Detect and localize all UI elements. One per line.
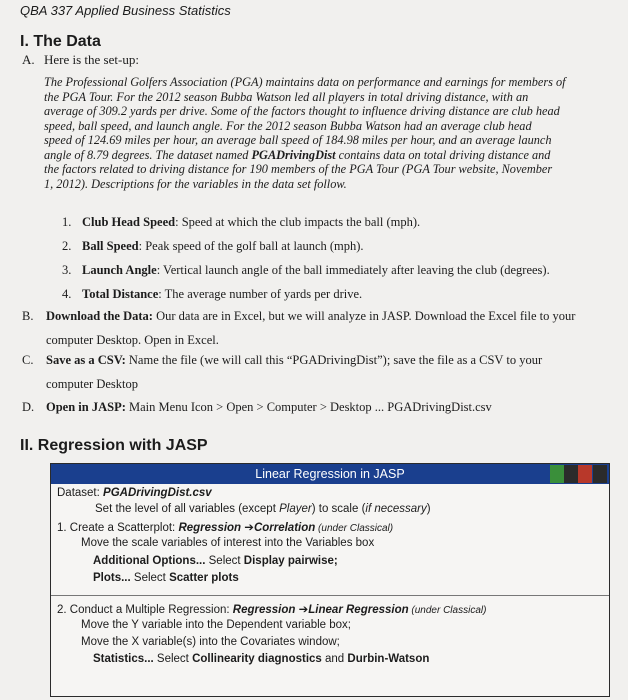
step2-sub2 — [81, 636, 340, 648]
variable-item — [62, 215, 420, 230]
item-b-continuation: computer Desktop. Open in Excel. — [46, 333, 219, 347]
intro-line: speed of 124.69 miles per hour, an average ball speed of 184.98 miles per hour, and an average launch — [44, 133, 552, 147]
step2-sub1-text: Move the Y variable into the Dependent variable box; — [81, 619, 352, 631]
jasp-box-title: Linear Regression in JASP — [255, 467, 405, 481]
item-d-heading: Open in JASP: — [46, 400, 126, 414]
step1-sub3-menu: Plots... — [93, 572, 131, 584]
set-level-line — [95, 503, 431, 515]
set-level-text: Set the level of all variables (except — [95, 503, 280, 515]
set-level-note: if necessary — [365, 503, 427, 515]
set-level-player: Player — [279, 503, 312, 515]
step2-line — [57, 602, 486, 616]
item-c-heading: Save as a CSV: — [46, 353, 126, 367]
step1-sub2-text: Select — [205, 555, 244, 567]
variable-number: 1. — [62, 215, 72, 229]
step1-sub1-text: Move the scale variables of interest into the Variables box — [81, 537, 375, 549]
step2-sub3-menu: Statistics... — [93, 653, 154, 665]
step2-sub3 — [93, 653, 429, 665]
dataset-name: PGADrivingDist — [251, 147, 336, 162]
section-title-data: I. The Data — [20, 33, 101, 50]
item-b-text: Our data are in Excel, but we will analyze in JASP. Download the Excel file to your — [152, 309, 576, 323]
variable-desc: : The average number of yards per drive. — [158, 287, 363, 301]
step1-sub3 — [93, 572, 239, 584]
step1-sub3-text: Select — [130, 572, 170, 584]
section-title-regression: II. Regression with JASP — [20, 437, 208, 454]
jasp-instructions-box — [50, 463, 610, 697]
variable-item — [62, 239, 364, 254]
item-a-label: A. — [22, 52, 35, 67]
step1-sub3-option: Scatter plots — [169, 572, 239, 584]
dataset-label: Dataset: — [57, 487, 104, 499]
step1-submenu: Correlation — [253, 522, 316, 534]
intro-line: The Professional Golfers Association (PGA) maintains data on performance and earnings for members of — [44, 75, 566, 89]
step2-note: (under Classical) — [408, 605, 487, 616]
item-a-text: Here is the set-up: — [44, 52, 139, 67]
item-d — [22, 395, 622, 419]
dark-square-icon — [564, 465, 578, 483]
step2-sub3-text: Select — [153, 653, 193, 665]
step1-sub2-menu: Additional Options... — [93, 555, 206, 567]
intro-line: average of 309.2 yards per drive. Some of the factors thought to influence driving distance are club head — [44, 104, 560, 118]
variable-desc: : Speed at which the club impacts the ball (mph). — [175, 215, 421, 229]
dataset-line — [57, 487, 212, 499]
item-c-label: C. — [22, 353, 34, 367]
arrow-right-icon: ➔ — [298, 604, 309, 616]
variable-number: 3. — [62, 263, 72, 277]
intro-line: the PGA Tour. For the 2012 season Bubba Watson led all players in total driving distance, with an — [44, 89, 529, 104]
red-square-icon — [578, 465, 592, 483]
item-c-text: Name the file (we will call this “PGADrivingDist”); save the file as a CSV to your — [125, 353, 543, 367]
variable-name: Club Head Speed — [82, 215, 176, 229]
variable-item — [62, 263, 550, 278]
intro-line: the factors related to driving distance for 190 members of the PGA Tour (PGA Tour website, November — [44, 162, 553, 176]
step1-prefix: 1. Create a Scatterplot: — [57, 522, 179, 534]
intro-line: contains data on total driving distance and — [335, 147, 551, 162]
step2-submenu: Linear Regression — [308, 604, 409, 616]
item-c-continuation: computer Desktop — [46, 377, 138, 391]
item-a — [22, 52, 139, 68]
green-square-icon — [550, 465, 564, 483]
variable-name: Total Distance — [82, 287, 159, 301]
step1-sub1 — [81, 537, 374, 549]
step2-sub3-text: and — [321, 653, 348, 665]
step2-prefix: 2. Conduct a Multiple Regression: — [57, 604, 233, 616]
dark-square-icon — [593, 465, 607, 483]
step1-note: (under Classical) — [315, 523, 394, 534]
step2-menu: Regression — [232, 604, 296, 616]
step2-sub1 — [81, 619, 351, 631]
intro-line: angle of 8.79 degrees. The dataset named — [44, 147, 252, 162]
intro-line: 1, 2012). Descriptions for the variables in the data set follow. — [44, 176, 347, 191]
jasp-box-header — [51, 464, 609, 484]
set-level-text: ) — [426, 503, 431, 515]
step1-line — [57, 520, 393, 534]
step1-menu: Regression — [178, 522, 242, 534]
step2-sub3-option: Collinearity diagnostics — [192, 653, 322, 665]
variable-name: Launch Angle — [82, 263, 157, 277]
dataset-filename: PGADrivingDist.csv — [103, 487, 212, 499]
step2-sub2-text: Move the X variable(s) into the Covariates window; — [81, 636, 340, 648]
arrow-right-icon: ➔ — [244, 522, 254, 534]
intro-paragraph — [44, 75, 616, 191]
box-divider — [51, 595, 609, 596]
item-b-label: B. — [22, 309, 34, 323]
variable-desc: : Vertical launch angle of the ball immediately after leaving the club (degrees). — [156, 263, 550, 277]
course-title: QBA 337 Applied Business Statistics — [20, 3, 231, 18]
intro-line: speed, ball speed, and launch angle. For the 2012 season Bubba Watson had an average club head — [44, 118, 532, 133]
item-c — [22, 348, 622, 396]
step1-sub2 — [93, 555, 338, 567]
variable-number: 4. — [62, 287, 72, 301]
step1-sub2-option: Display pairwise; — [243, 555, 338, 567]
set-level-text: ) to scale ( — [311, 503, 366, 515]
variable-name: Ball Speed — [82, 239, 139, 253]
jasp-box-body — [51, 485, 609, 696]
variable-number: 2. — [62, 239, 72, 253]
item-d-text: Main Menu Icon > Open > Computer > Desktop ... PGADrivingDist.csv — [125, 400, 492, 414]
item-d-label: D. — [22, 400, 35, 414]
step2-sub3-option: Durbin-Watson — [347, 653, 430, 665]
variable-item — [62, 287, 362, 302]
item-b — [22, 304, 622, 352]
variable-desc: : Peak speed of the golf ball at launch (mph). — [138, 239, 364, 253]
item-b-heading: Download the Data: — [46, 309, 153, 323]
